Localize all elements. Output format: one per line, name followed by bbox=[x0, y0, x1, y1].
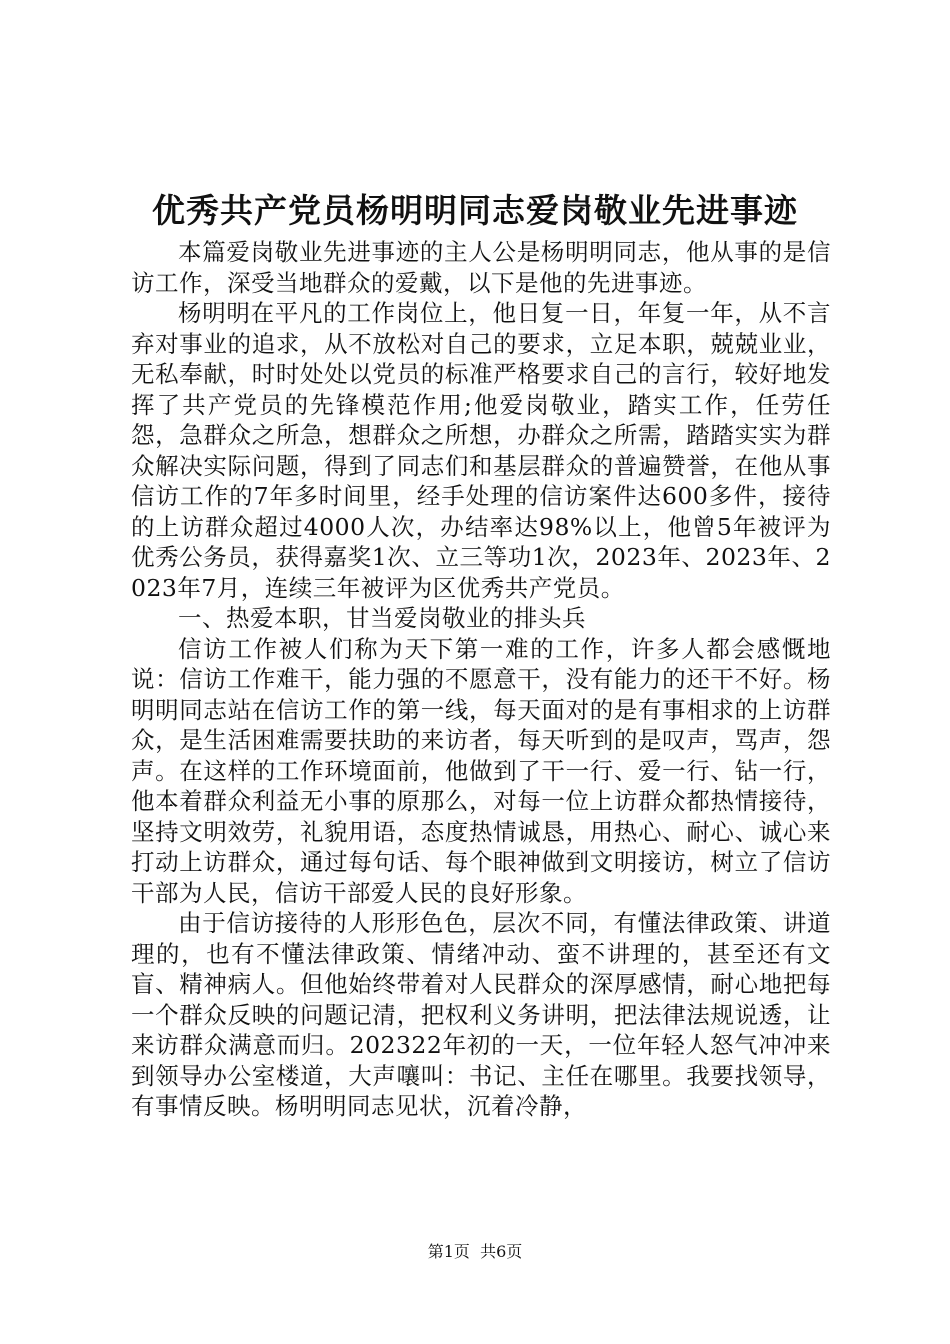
page-number: 第1页 bbox=[427, 1242, 470, 1261]
paragraph-reception: 由于信访接待的人形形色色，层次不同，有懂法律政策、讲道理的，也有不懂法律政策、情绪冲动、蛮不讲理的，甚至还有文盲、精神病人。但他始终带着对人民群众的深厚感情，耐心地把每一个群众反映的问题记清，把权利义务讲明，把法律法规说透，让来访群众满意而归。202322年初的一天，一位年轻人怒气冲冲来到领导办公室楼道，大声嚷叫：书记、主任在哪里。我要找领导，有事情反映。杨明明同志见状，沉着冷静， bbox=[131, 909, 831, 1120]
page-total: 共6页 bbox=[480, 1242, 523, 1261]
paragraph-achievements: 杨明明在平凡的工作岗位上，他日复一日，年复一年，从不言弃对事业的追求，从不放松对自己的要求，立足本职，兢兢业业，无私奉献，时时处处以党员的标准严格要求自己的言行，较好地发挥了共产党员的先锋模范作用;他爱岗敬业，踏实工作，任劳任怨，急群众之所急，想群众之所想，办群众之所需，踏踏实实为群众解决实际问题，得到了同志们和基层群众的普遍赞誉，在他从事信访工作的7年多时间里，经手处理的信访案件达600多件，接待的上访群众超过4000人次，办结率达98%以上，他曾5年被评为优秀公务员，获得嘉奖1次、立三等功1次，2023年、2023年、2023年7月，连续三年被评为区优秀共产党员。 bbox=[131, 299, 831, 602]
page-footer bbox=[0, 1240, 950, 1264]
document-title: 优秀共产党员杨明明同志爱岗敬业先进事迹 bbox=[152, 191, 798, 230]
section-heading-1: 一、热爱本职，甘当爱岗敬业的排头兵 bbox=[178, 604, 586, 632]
paragraph-intro: 本篇爱岗敬业先进事迹的主人公是杨明明同志，他从事的是信访工作，深受当地群众的爱戴，以下是他的先进事迹。 bbox=[131, 238, 831, 297]
paragraph-petition-work: 信访工作被人们称为天下第一难的工作，许多人都会感慨地说：信访工作难干，能力强的不愿意干，没有能力的还干不好。杨明明同志站在信访工作的第一线，每天面对的是有事相求的上访群众，是生活困难需要扶助的来访者，每天听到的是叹声，骂声，怨声。在这样的工作环境面前，他做到了干一行、爱一行、钻一行，他本着群众利益无小事的原那么，对每一位上访群众都热情接待，坚持文明效劳，礼貌用语，态度热情诚恳，用热心、耐心、诚心来打动上访群众，通过每句话、每个眼神做到文明接访，树立了信访干部为人民，信访干部爱人民的良好形象。 bbox=[131, 634, 831, 907]
document-body bbox=[131, 237, 831, 1122]
